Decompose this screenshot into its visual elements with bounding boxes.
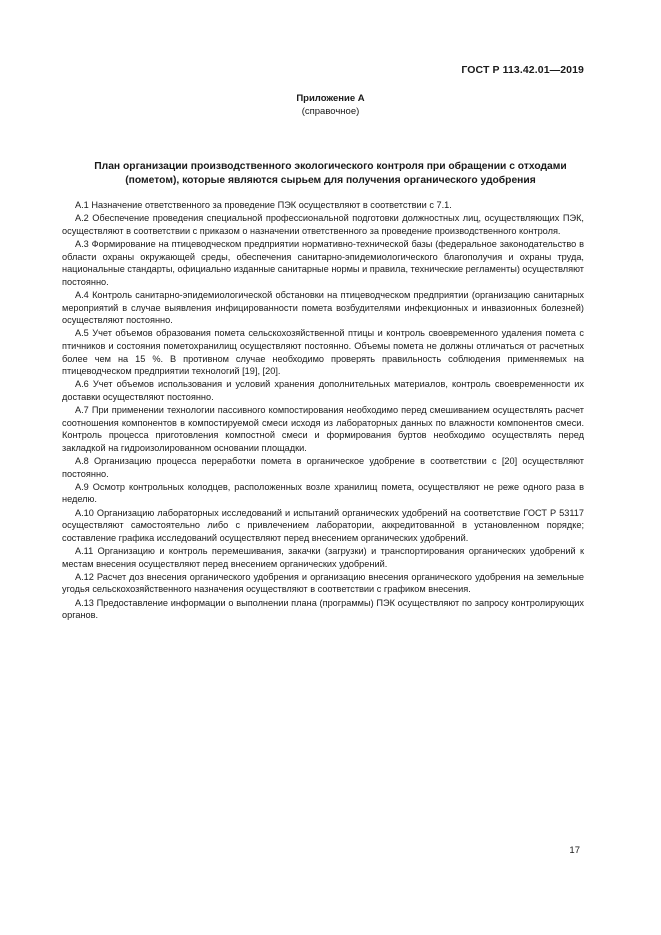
paragraph-a11: А.11 Организацию и контроль перемешивания, закачки (загрузки) и транспортирования органических удобрений к местам внесения осуществляют перед внесением органических удобрений. (62, 545, 584, 569)
paragraph-a4: А.4 Контроль санитарно-эпидемиологической обстановки на птицеводческом предприятии (организацию санитарных мероприятий в случае выявления инфицированности помета возбудителями инфекционных и инвазионных болезней) осуществляют постоянно. (62, 289, 584, 326)
paragraph-a7: А.7 При применении технологии пассивного компостирования необходимо перед смешиванием осуществлять расчет соотношения компонентов в компостируемой смеси исходя из лабораторных данных по влажности компонентов смеси. Контроль процесса приготовления компостной смеси и формирования буртов необходимо осуществлять перед закладкой на гидроизолированном основании площадки. (62, 405, 584, 453)
paragraph-a8: А.8 Организацию процесса переработки помета в органическое удобрение в соответствии с [20] осуществляют постоянно. (62, 456, 584, 479)
paragraph-a10: А.10 Организацию лабораторных исследований и испытаний органических удобрений на соответствие ГОСТ Р 53117 осуществляют самостоятельно либо с привлечением лаборатории, аккредитованной в установленном порядке; составление графика исследований осуществляют перед внесением органических удобрений. (62, 507, 584, 543)
paragraph-a3: А.3 Формирование на птицеводческом предприятии нормативно-технической базы (федеральное законодательство в области охраны окружающей среды, обеспечения санитарно-эпидемиологического благополучия и охраны труда, национальные стандарты, официально изданные санитарные нормы и правила, технические регламенты) осуществляют постоянно. (62, 238, 584, 287)
document-body (62, 199, 584, 622)
paragraph-a2: А.2 Обеспечение проведения специальной профессиональной подготовки должностных лиц, осуществляющих ПЭК, осуществляют в соответствии с приказом о назначении ответственного за проведение производственного контроля. (62, 213, 584, 236)
paragraph-a6: А.6 Учет объемов использования и условий хранения дополнительных материалов, контроль своевременности их доставки осуществляют постоянно. (62, 379, 584, 402)
appendix-subtitle: (справочное) (301, 106, 360, 117)
paragraph-a5: А.5 Учет объемов образования помета сельскохозяйственной птицы и контроль своевременного удаления помета с птичников и состояния пометохранилищ осуществляют постоянно. Объемы помета не должны отличаться от расчетных более чем на 15 %. В противном случае необходимо проверять правильность соблюдения применяемых на птицеводческом предприятии технологий [19], [20]. (62, 328, 584, 377)
section-title: План организации производственного экологического контроля при обращении с отходами (пометом), которые являются сырьем для получения органического удобрения (94, 161, 567, 186)
standard-number: ГОСТ Р 113.42.01—2019 (461, 64, 584, 76)
paragraph-a9: А.9 Осмотр контрольных колодцев, расположенных возле хранилищ помета, осуществляют не реже одного раза в неделю. (62, 481, 584, 505)
paragraph-a1: А.1 Назначение ответственного за проведение ПЭК осуществляют в соответствии с 7.1. (75, 200, 452, 210)
paragraph-a13: А.13 Предоставление информации о выполнении плана (программы) ПЭК осуществляют по запросу контролирующих органов. (62, 597, 584, 621)
paragraph-a12: А.12 Расчет доз внесения органического удобрения и организацию внесения органического удобрения на земельные угодья сельскохозяйственного назначения осуществляют в соответствии с графиком внесения. (62, 571, 584, 595)
appendix-heading (0, 92, 661, 118)
page-number: 17 (569, 845, 580, 856)
appendix-title: Приложение А (296, 93, 365, 104)
